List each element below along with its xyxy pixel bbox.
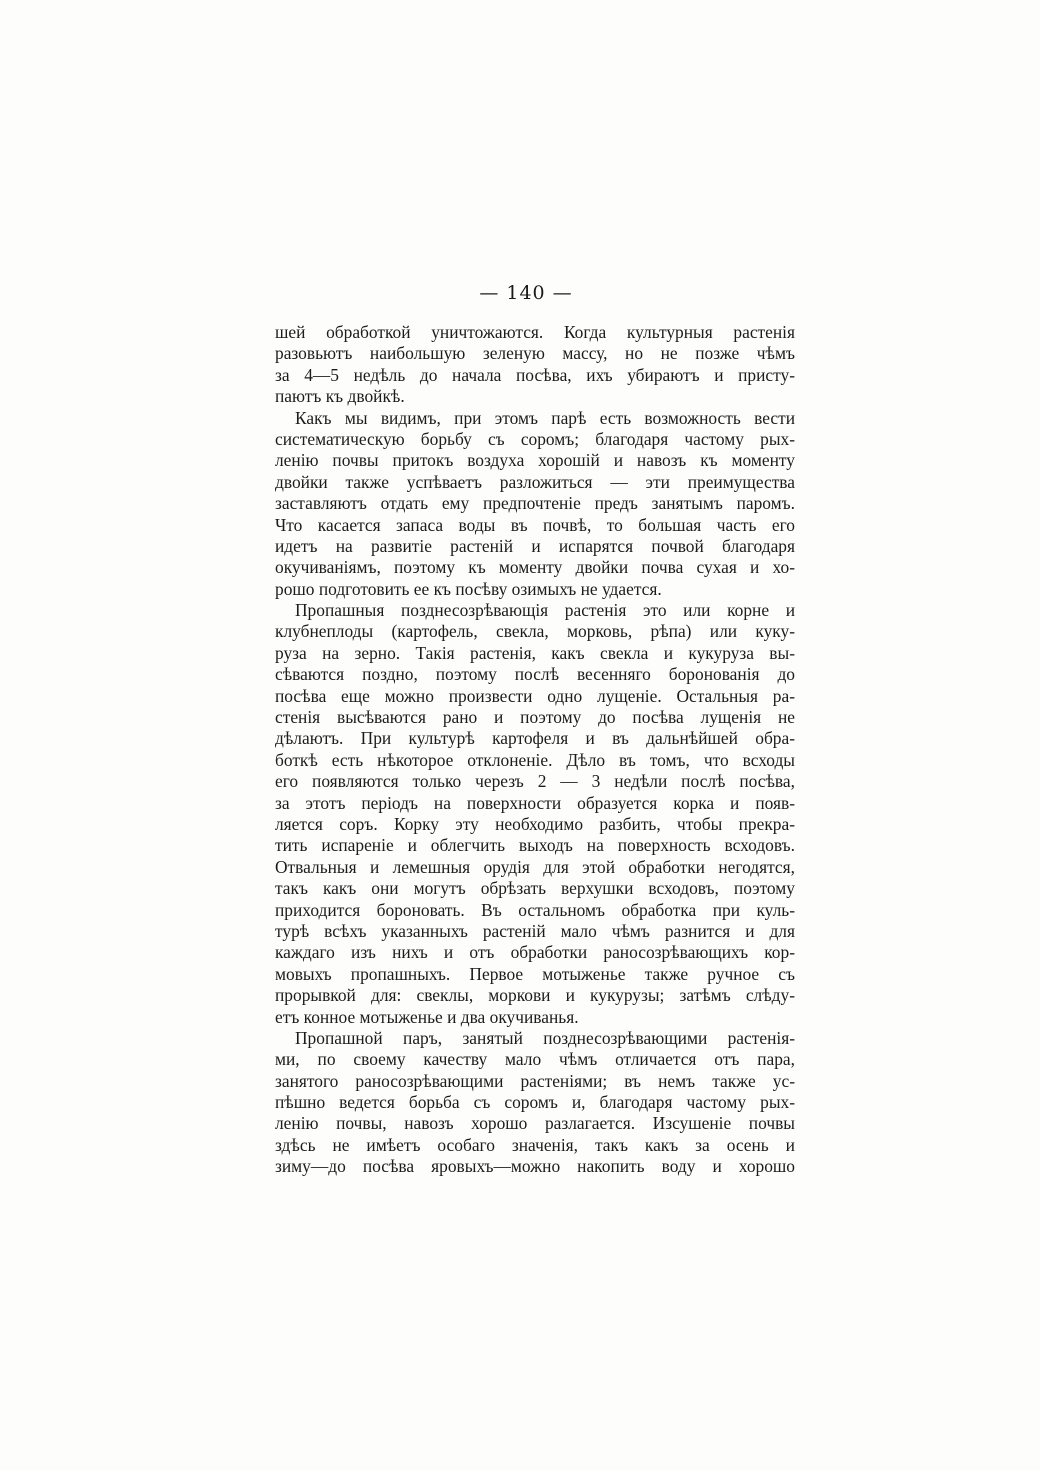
page-number: — 140 — [479, 282, 573, 304]
text-line: Пропашныя позднесозрѣвающія растенія это или корне и [295, 600, 795, 621]
text-line: стенія высѣваются рано и поэтому до посѣва лущенія не [275, 707, 795, 728]
text-line: турѣ всѣхъ указанныхъ растеній мало чѣмъ разнится и для [275, 920, 795, 941]
text-line: здѣсь не имѣетъ особаго значенія, такъ какъ за осень и [275, 1134, 795, 1155]
text-line: шей обработкой уничтожаются. Когда культурныя растенія [275, 322, 795, 342]
text-line: окучиваніямъ, поэтому къ моменту двойки почва сухая и хо- [275, 557, 795, 578]
body-text [275, 322, 795, 1178]
paragraph [275, 1028, 795, 1178]
text-line: ляется соръ. Корку эту необходимо разбить, чтобы прекра- [275, 813, 795, 834]
text-line: идетъ на развитіе растеній и испарятся почвой благодаря [275, 535, 795, 556]
text-line: рошо подготовить ее къ посѣву озимыхъ не удается. [275, 578, 662, 599]
text-line: ленію почвы, навозъ хорошо разлагается. Изсушеніе почвы [275, 1113, 795, 1134]
text-line: систематическую борьбу съ соромъ; благодаря частому рых- [275, 428, 795, 449]
text-line: Какъ мы видимъ, при этомъ парѣ есть возможность вести [295, 407, 795, 428]
paragraph [275, 322, 795, 408]
text-line: сѣваются поздно, поэтому послѣ весенняго боронованія до [275, 664, 795, 685]
text-line: боткѣ есть нѣкоторое отклоненіе. Дѣло въ томъ, что всходы [275, 749, 795, 770]
text-line: тить испареніе и облегчить выходъ на поверхность всходовъ. [275, 835, 795, 856]
text-line: Отвальныя и лемешныя орудія для этой обработки негодятся, [275, 856, 795, 877]
text-line: каждаго изъ нихъ и отъ обработки раносозрѣвающихъ кор- [275, 942, 795, 963]
text-line: посѣва еще можно произвести одно лущеніе. Остальныя ра- [275, 685, 795, 706]
text-line: дѣлаютъ. При культурѣ картофеля и въ дальнѣйшей обра- [275, 728, 795, 749]
text-line: паютъ къ двойкѣ. [275, 386, 405, 407]
text-line: такъ какъ они могутъ обрѣзать верхушки всходовъ, поэтому [275, 878, 795, 899]
text-line: занятого раносозрѣвающими растеніями; въ немъ также ус- [275, 1070, 795, 1091]
text-line: мовыхъ пропашныхъ. Первое мотыженье также ручное съ [275, 963, 795, 984]
text-line: за этотъ періодъ на поверхности образуется корка и появ- [275, 792, 795, 813]
text-line: зиму—до посѣва яровыхъ—можно накопить воду и хорошо [275, 1156, 795, 1177]
text-line: его появляются только черезъ 2 — 3 недѣли послѣ посѣва, [275, 771, 795, 792]
text-line: ми, по своему качеству мало чѣмъ отличается отъ пара, [275, 1049, 795, 1070]
text-line: двойки также успѣваетъ разложиться — эти преимущества [275, 471, 795, 492]
paragraph [275, 408, 795, 601]
text-line: етъ конное мотыженье и два окучиванья. [275, 1006, 579, 1027]
text-line: прорывкой для: свеклы, моркови и кукурузы; затѣмъ слѣду- [275, 985, 795, 1006]
text-line: заставляютъ отдать ему предпочтеніе предъ занятымъ паромъ. [275, 493, 795, 514]
text-line: за 4—5 недѣль до начала посѣва, ихъ убираютъ и присту- [275, 364, 795, 385]
text-line: разовьютъ наибольшую зеленую массу, но не позже чѣмъ [275, 343, 795, 364]
text-line: клубнеплоды (картофель, свекла, морковь, рѣпа) или куку- [275, 621, 795, 642]
text-line: Что касается запаса воды въ почвѣ, то большая часть его [275, 514, 795, 535]
text-line: приходится бороновать. Въ остальномъ обработка при куль- [275, 899, 795, 920]
text-line: ленію почвы притокъ воздуха хорошій и навозъ къ моменту [275, 450, 795, 471]
paragraph [275, 600, 795, 1028]
text-line: Пропашной паръ, занятый позднесозрѣвающими растенія- [295, 1027, 795, 1048]
text-line: руза на зерно. Такія растенія, какъ свекла и кукуруза вы- [275, 642, 795, 663]
text-line: пѣшно ведется борьба съ соромъ и, благодаря частому рых- [275, 1092, 795, 1113]
